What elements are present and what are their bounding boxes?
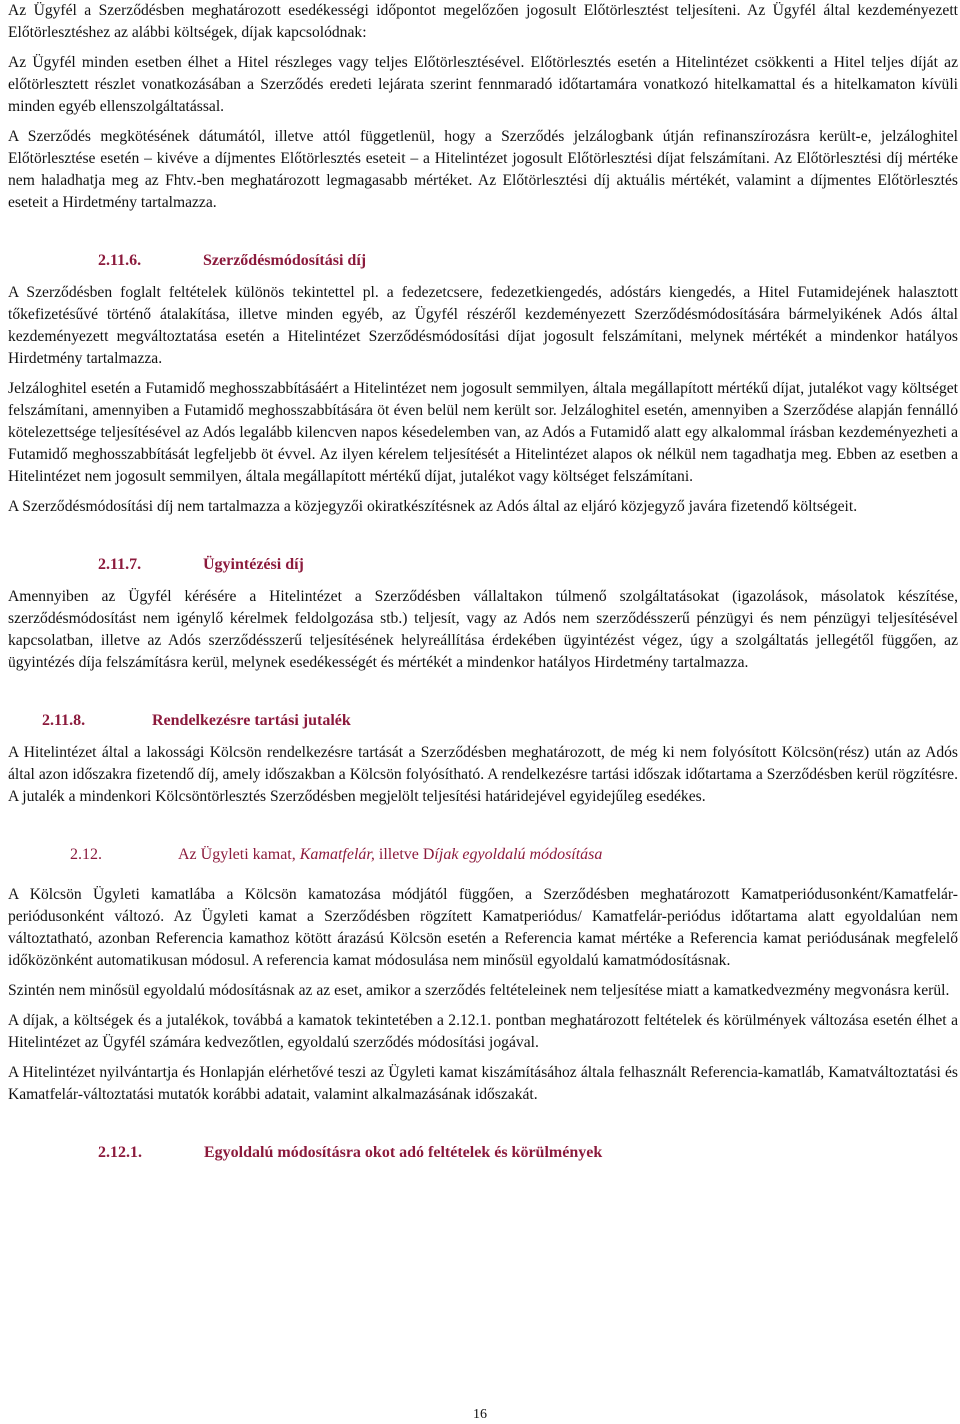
document-page [8, 0, 958, 1164]
section-number: 2.11.8. [42, 712, 86, 729]
section-number: 2.11.7. [98, 556, 142, 573]
paragraph-interest-rate: A Kölcsön Ügyleti kamatlába a Kölcsön kamatozása módjától függően, a Szerződésben meghatározott Kamatperiódusonként/Kamatfelár-periódusonként változó. Az Ügyleti kamat a Szerződésben rögzített Kamatperiódus/ Kamatfelár-periódus időtartama alatt egyoldalúan nem változtatható, azonban Referencia kamathoz kötött árazású Kölcsön esetén a Referencia kamat mértéke a Referencia kamat periódusának megfelelő időközönként automatikusan módosul. A referencia kamat módosulása nem minősül egyoldalú kamatmódosításnak. [8, 886, 958, 969]
section-title: Egyoldalú módosításra okot adó feltételek és körülmények [204, 1144, 603, 1161]
paragraph-administration-fee: Amennyiben az Ügyfél kérésére a Hitelintézet a Szerződésben vállaltakon túlmenő szolgáltatásokat (igazolások, másolatok készítése, szerződésmódosítást nem igénylő kérelmek feldolgozása stb.) teljesít, vagy az Adós nem szerződésszerű pénzügyi és nem pénzügyi teljesítésével kapcsolatban, illetve az Adós szerződésszerű teljesítésének helyreállítása érdekében ügyintézést végez, úgy a szolgáltatás jellegétől függően, az ügyintézés díja felszámításra kerül, melynek esedékességét és mértékét a mindenkor hatályos Hirdetmény tartalmazza. [8, 588, 958, 671]
section-title: Ügyintézési díj [203, 556, 304, 573]
paragraph-reference-rate-data: A Hitelintézet nyilvántartja és Honlapján elérhetővé teszi az Ügyleti kamat kiszámításához általa felhasznált Referencia-kamatláb, Kamatváltoztatási és Kamatfelár-változtatási mutatók korábbi adatait, valamint alkalmazásának időszakát. [8, 1064, 958, 1103]
section-heading-2-12 [8, 844, 958, 866]
section-title: Rendelkezésre tartási jutalék [152, 712, 351, 729]
section-heading-2-11-7 [8, 554, 958, 576]
page-number: 16 [473, 1407, 487, 1422]
paragraph-prepayment-intro: Az Ügyfél a Szerződésben meghatározott esedékességi időpontot megelőzően jogosult Előtörlesztést teljesíteni. Az Ügyfél által kezdeményezett Előtörlesztéshez az alábbi költségek, díjak kapcsolódnak: [8, 2, 958, 41]
paragraph-commitment-commission: A Hitelintézet által a lakossági Kölcsön rendelkezésre tartását a Szerződésben meghatározott, de még ki nem folyósított Kölcsön(rész) után az Adós által azon időszakra fizetendő díj, amely időszakban a Kölcsön folyósítható. A rendelkezésre tartási időszak időtartama a Szerződésben kerül rögzítésre. A jutalék a mindenkori Kölcsöntörlesztés Szerződésben megjelölt teljesítési határidejével egyidejűleg esedékes. [8, 744, 958, 805]
paragraph-prepayment-fee: A Szerződés megkötésének dátumától, illetve attól függetlenül, hogy a Szerződés jelzálogbank útján refinanszírozásra került-e, jelzáloghitel Előtörlesztése esetén – kivéve a díjmentes Előtörlesztés eseteit – a Hitelintézet jogosult Előtörlesztési díjat felszámítani. Az Előtörlesztési díj mértéke nem haladhatja meg az Fhtv.-ben meghatározott legmagasabb mértéket. Az Előtörlesztési díj aktuális mértékét, valamint a díjmentes Előtörlesztés eseteit a Hirdetmény tartalmazza. [8, 128, 958, 211]
section-title [178, 844, 602, 866]
paragraph-term-extension: Jelzáloghitel esetén a Futamidő meghosszabbításáért a Hitelintézet nem jogosult semmilyen, általa megállapított mértékű díjat, jutalékot vagy költséget felszámítani, amennyiben a Futamidő meghosszabbítására öt éven belül nem került sor. Jelzáloghitel esetén, amennyiben a Szerződése alapján fennálló kötelezettsége teljesítésével az Adós legalább kilencven napos késedelemben van, az Adós a Futamidő alatt egy alkalommal írásban kezdeményezheti a Futamidő meghosszabbítását legfeljebb öt évvel. Az ilyen kérelem teljesítését a Hitelintézet alapos ok nélkül nem tagadhatja meg. Ebben az esetben a Hitelintézet nem jogosult semmilyen, általa megállapított mértékű díjat, jutalékot vagy költséget felszámítani. [8, 380, 958, 485]
paragraph-notary-costs: A Szerződésmódosítási díj nem tartalmazza a közjegyzői okiratkészítésnek az Adós által az eljáró közjegyző javára fizetendő költségeit. [8, 498, 858, 515]
section-number: 2.11.6. [98, 252, 142, 269]
section-number: 2.12.1. [98, 1144, 142, 1161]
paragraph-prepayment-options: Az Ügyfél minden esetben élhet a Hitel részleges vagy teljes Előtörlesztésével. Előtörlesztés esetén a Hitelintézet csökkenti a Hitel teljes díját az előtörlesztett részlet vonatkozásában a Szerződés eredeti lejárata szerint fennmaradó időtartamára vonatkozó hitelkamattal és a hitelkamaton kívüli minden egyéb ellenszolgáltatással. [8, 54, 958, 115]
section-title-part: Az Ügyleti kamat, [178, 846, 300, 863]
paragraph-discount-withdrawal: Szintén nem minősül egyoldalú módosításnak az az eset, amikor a szerződés feltételeinek nem teljesítése miatt a kamatkedvezmény megvonásra kerül. [8, 982, 950, 999]
section-title: Szerződésmódosítási díj [203, 252, 367, 269]
paragraph-unilateral-change: A díjak, a költségek és a jutalékok, továbbá a kamatok tekintetében a 2.12.1. pontban meghatározott feltételek és körülmények változása esetén élhet a Hitelintézet az Ügyfél számára kedvezőtlen, egyoldalú szerződés módosítási jogával. [8, 1012, 958, 1051]
section-title-part: Kamatfelár, [299, 846, 375, 863]
paragraph-modification-fee: A Szerződésben foglalt feltételek különös tekintettel pl. a fedezetcsere, fedezetkiengedés, adóstárs kiengedés, a Hitel Futamidejének halasztott tőkefizetésűvé történő átalakítása, illetve minden egyéb, az Ügyfél részéről kezdeményezett Szerződésmódosítására bármelyikének Adós által kezdeményezett megváltoztatása esetén a Hitelintézet Szerződésmódosítási díjat jogosult felszámítani, melynek mértékét a mindenkor hatályos Hirdetmény tartalmazza. [8, 284, 958, 367]
section-title-part: illetve D [374, 846, 435, 863]
section-heading-2-11-8 [8, 710, 958, 732]
section-number: 2.12. [70, 846, 102, 863]
section-title-part: íjak egyoldalú módosítása [434, 846, 603, 863]
section-heading-2-12-1 [8, 1142, 958, 1164]
section-heading-2-11-6 [8, 250, 958, 272]
